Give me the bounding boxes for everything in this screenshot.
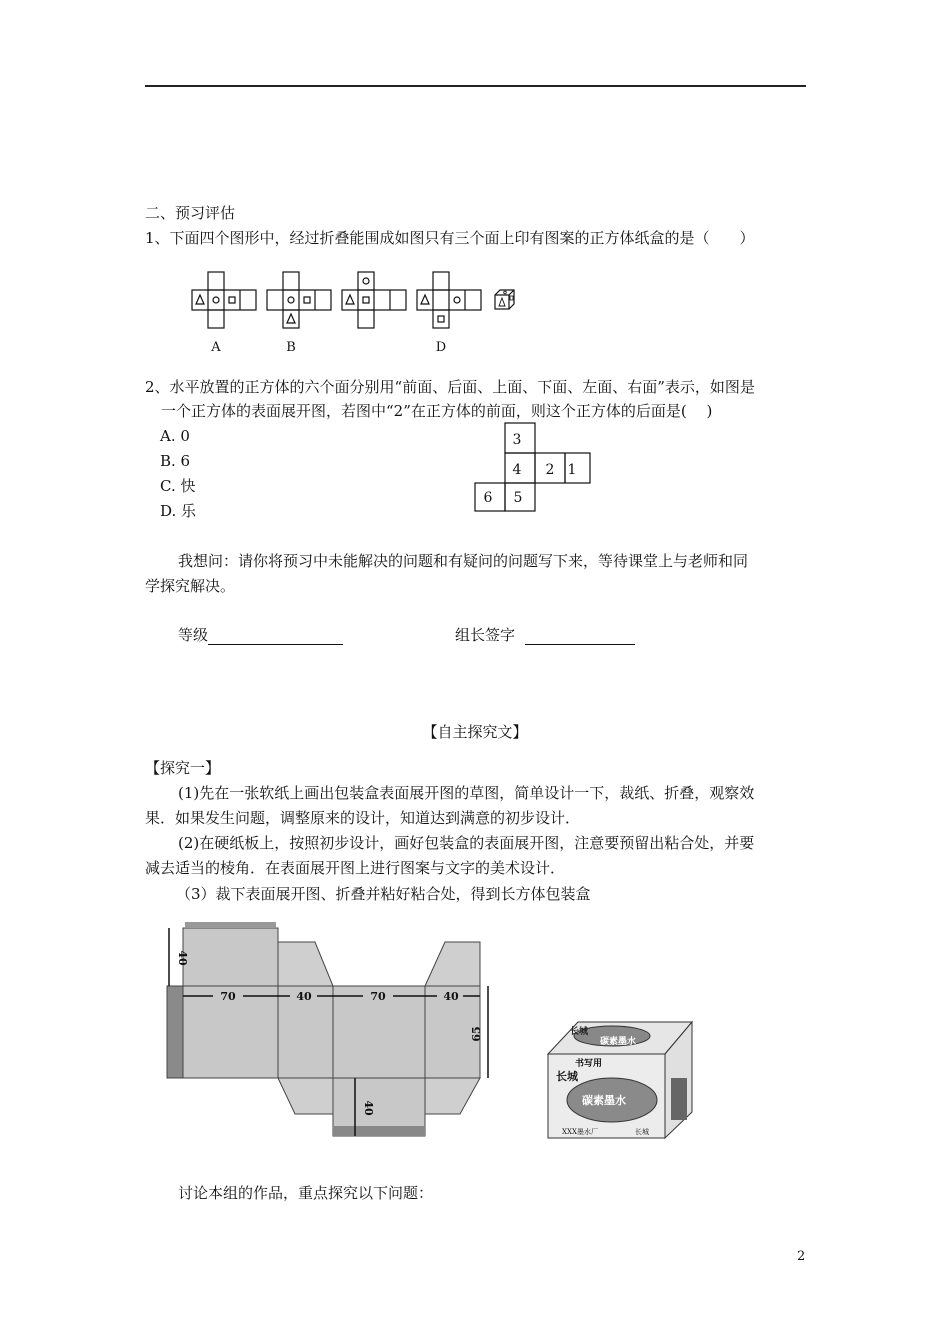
discuss-text: 讨论本组的作品，重点探究以下问题：: [178, 1184, 434, 1202]
explore-1-p1-line-2: 果．如果发生问题，调整原来的设计，知道达到满意的初步设计．: [145, 809, 581, 827]
dim-40-bottom: 40: [362, 1100, 375, 1116]
q2-cube-net: [470, 420, 595, 515]
dim-70-left: 70: [220, 990, 236, 1003]
explore-1-p1-line-1: (1)先在一张软纸上画出包装盒表面展开图的草图，简单设计一下，裁纸、折叠，观察效: [178, 784, 755, 802]
box-text-brand-front: 长城: [556, 1070, 578, 1083]
net-cell-3: 3: [512, 432, 522, 448]
question-1-text: 1、下面四个图形中，经过折叠能围成如图只有三个面上印有图案的正方体纸盒的是（ ）: [145, 229, 755, 247]
net-cell-1: 1: [567, 462, 577, 478]
net-cell-2: 2: [545, 462, 555, 478]
box-text-factory: XXX墨水厂: [562, 1128, 598, 1136]
net-a: [192, 272, 256, 328]
grade-field: [178, 625, 343, 645]
net-label-b: B: [286, 340, 296, 355]
explore-1-p2-line-1: (2)在硬纸板上，按照初步设计，画好包装盒的表面展开图，注意要预留出粘合处，并要: [178, 834, 755, 852]
leader-signature-blank[interactable]: [525, 628, 635, 645]
ask-line-1: 我想问：请你将预习中未能解决的问题和有疑问的问题写下来，等待课堂上与老师和同: [178, 552, 749, 570]
q1-cube-nets-figure: [185, 270, 530, 360]
header-rule: [145, 85, 806, 87]
page-number: 2: [797, 1249, 806, 1264]
dim-70-right: 70: [370, 990, 386, 1003]
explore-1-p2-line-2: 减去适当的棱角．在表面展开图上进行图案与文字的美术设计．: [145, 859, 566, 877]
grade-blank[interactable]: [208, 628, 343, 645]
box-text-brand-top: 长城: [570, 1027, 589, 1037]
grade-label: 等级: [178, 626, 209, 644]
box-text-brand-corner: 长城: [635, 1128, 649, 1136]
option-c: C. 快: [160, 477, 196, 495]
dim-40-top: 40: [176, 950, 189, 966]
explore-1-title: 【探究一】: [145, 759, 221, 777]
net-c: [342, 272, 406, 328]
option-b: B. 6: [160, 452, 191, 470]
section-heading: 二、预习评估: [145, 204, 236, 222]
small-cube-icon: [495, 290, 514, 309]
option-a: A. 0: [160, 427, 190, 445]
dim-40-mid: 40: [296, 990, 312, 1003]
dim-40-right: 40: [443, 990, 459, 1003]
box-text-ink-top: 碳素墨水: [600, 1037, 637, 1047]
net-cell-6: 6: [483, 490, 493, 506]
question-2-line-2: 一个正方体的表面展开图，若图中“2”在正方体的前面，则这个正方体的后面是( ): [161, 402, 713, 420]
dim-65: 65: [470, 1026, 483, 1042]
net-label-d: D: [435, 340, 447, 355]
question-2-line-1: 2、水平放置的正方体的六个面分别用“前面、后面、上面、下面、左面、右面”表示，如图是: [145, 378, 755, 396]
net-d: [417, 272, 481, 328]
box-net-diagram: [155, 912, 505, 1147]
box-text-writing: 书写用: [575, 1059, 603, 1069]
box-text-ink-front: 碳素墨水: [582, 1094, 626, 1107]
leader-label: 组长签字: [455, 626, 516, 644]
ask-line-2: 学探究解决。: [145, 577, 236, 595]
section-title: 【自主探究文】: [422, 723, 528, 741]
leader-signature-field: [455, 625, 635, 645]
net-cell-4: 4: [512, 462, 522, 478]
box-illustration: [540, 1018, 700, 1146]
explore-1-p3: （3）裁下表面展开图、折叠并粘好粘合处，得到长方体包装盒: [176, 885, 591, 903]
net-cell-5: 5: [513, 490, 523, 506]
option-d: D. 乐: [160, 502, 197, 520]
net-label-a: A: [211, 340, 221, 355]
net-b: [267, 272, 331, 328]
